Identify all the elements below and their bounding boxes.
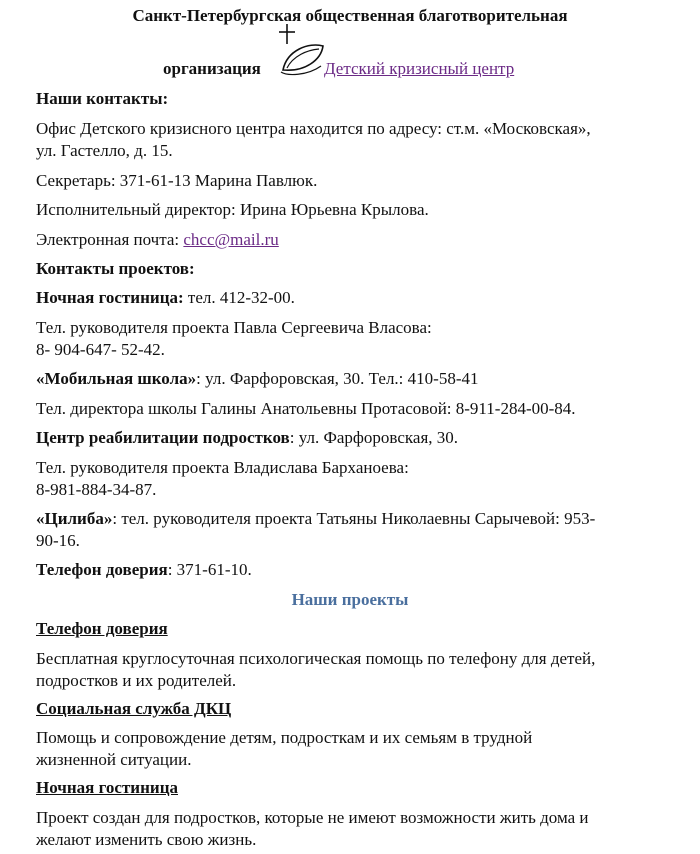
director-line: Исполнительный директор: Ирина Юрьевна Крылова. bbox=[36, 200, 429, 219]
project-desc-social-service-line2: жизненной ситуации. bbox=[36, 750, 192, 769]
rehab-center-label: Центр реабилитации подростков bbox=[36, 428, 290, 447]
office-address-line2: ул. Гастелло, д. 15. bbox=[36, 141, 173, 160]
ciliba-line1 bbox=[36, 508, 676, 530]
project-title-social-service: Социальная служба ДКЦ bbox=[36, 699, 232, 718]
our-projects-heading: Наши проекты bbox=[291, 590, 409, 609]
project-desc-trust-phone-line2: подростков и их родителей. bbox=[36, 671, 237, 690]
trust-phone-label: Телефон доверия bbox=[36, 560, 168, 579]
project-desc-social-service-line1: Помощь и сопровождение детям, подросткам и их семьям в трудной bbox=[36, 728, 533, 747]
rehab-manager-line1: Тел. руководителя проекта Владислава Барханоева: bbox=[36, 458, 409, 477]
mobile-school-label: «Мобильная школа» bbox=[36, 369, 197, 388]
ciliba-label: «Цилиба» bbox=[36, 509, 113, 528]
rehab-manager-line2: 8-981-884-34-87. bbox=[36, 480, 157, 499]
org-type-label: организация bbox=[163, 59, 261, 78]
org-logo-icon bbox=[277, 22, 329, 80]
rehab-center-line bbox=[36, 427, 676, 449]
org-title-line1: Санкт-Петербургская общественная благотворительная bbox=[132, 6, 568, 25]
night-hotel-line bbox=[36, 287, 676, 309]
project-title-night-hotel: Ночная гостиница bbox=[36, 778, 178, 797]
email-link[interactable]: chcc@mail.ru bbox=[183, 230, 279, 249]
project-desc-trust-phone-line1: Бесплатная круглосуточная психологическая помощь по телефону для детей, bbox=[36, 649, 596, 668]
trust-phone-value: : 371-61-10. bbox=[167, 560, 252, 579]
rehab-center-value: : ул. Фарфоровская, 30. bbox=[289, 428, 459, 447]
mobile-school-value: : ул. Фарфоровская, 30. Тел.: 410-58-41 bbox=[196, 369, 479, 388]
trust-phone-line bbox=[36, 559, 676, 581]
project-desc-night-hotel-line2: желают изменить свою жизнь. bbox=[36, 830, 257, 849]
school-director-line: Тел. директора школы Галины Анатольевны Протасовой: 8-911-284-00-84. bbox=[36, 399, 576, 418]
project-contacts-heading: Контакты проектов: bbox=[36, 259, 195, 278]
email-label: Электронная почта: bbox=[36, 230, 184, 249]
night-hotel-manager-line2: 8- 904-647- 52-42. bbox=[36, 340, 165, 359]
night-hotel-manager-line1: Тел. руководителя проекта Павла Сергеевича Власова: bbox=[36, 318, 432, 337]
email-line bbox=[36, 229, 676, 251]
org-title-line2 bbox=[163, 58, 261, 80]
ciliba-value: : тел. руководителя проекта Татьяны Николаевны Сарычевой: 953- bbox=[112, 509, 596, 528]
night-hotel-phone: тел. 412-32-00. bbox=[183, 288, 295, 307]
night-hotel-label: Ночная гостиница: bbox=[36, 288, 184, 307]
org-name-link[interactable]: Детский кризисный центр bbox=[324, 59, 515, 78]
project-title-trust-phone: Телефон доверия bbox=[36, 619, 168, 638]
contacts-heading: Наши контакты: bbox=[36, 89, 169, 108]
project-desc-night-hotel-line1: Проект создан для подростков, которые не имеют возможности жить дома и bbox=[36, 808, 589, 827]
mobile-school-line bbox=[36, 368, 676, 390]
secretary-line: Секретарь: 371-61-13 Марина Павлюк. bbox=[36, 171, 318, 190]
office-address-line1: Офис Детского кризисного центра находится по адресу: ст.м. «Московская», bbox=[36, 119, 591, 138]
ciliba-line2: 90-16. bbox=[36, 531, 80, 550]
